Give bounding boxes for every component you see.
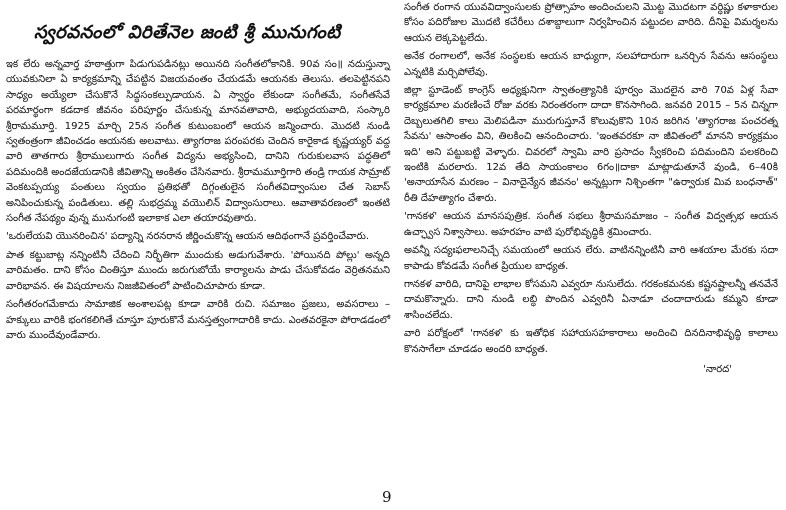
article-paragraph: ఇక లేరు అన్నవార్త హఠాత్తుగా పిడుగుపడినట్లు అయినది సంగీతలోకానికి. 90వ సం॥ నదుస్తున్నా యువకునిలా ఏ కార్యక్రమాన్ని చేపట్టిన విజయవంతం చేయడమే ఆయనకు తెలుసు. తలపెట్టినపని సాధ్యం అయ్యేలా చేసుకొనే సిద్ధసంకల్పుడాయన. ఏ స్వార్థం లేకుండా సంగీతమే, సంగీతసేవే పరమార్థంగా కడదాక జీవనం పరిపూర్ణం చేసుకున్న మానవతావాది, అభ్యుదయవాది, సంస్కారి శ్రీరామమూర్తి. 1925 మార్చి 25న సంగీత కుటుంబంలో ఆయన జన్మించారు. మొదటి నుండి స్వతంత్రంగా జీవించడం ఆయనకు అలవాటు. త్యాగరాజ పరంపరకు చెందిన కారైకాడ కృష్ణయ్యర్ వద్ద వారి తాతగారు శ్రీరాములుగారు సంగీత విద్యను అభ్యసించి, దానిని గురుకులవాస పద్ధతిలో పదిమందికి అందజేయడానికి జీవితాన్ని అంకితం చేసినవారు. శ్రీరామమూర్తిగారి తండ్రి గాయక సామ్రాట్ వెంకటప్పయ్య పంతులు స్వయం ప్రతిభతో దిగ్గంతులైన సంగీతవిద్వాంసుల చేత సెబాస్ అనిపించుకున్న పండితులు. తల్లి సుభద్రమ్మ వయొలిన్ విద్వాంసురాలు. ఆవాతావరణంలో ఇంతటి సంగీత నేపథ్యం వున్న మునుగంటి ఇలాకాక ఎలా తయారవుతారు. — [6, 59, 390, 225]
author-signature: 'నారద' — [703, 363, 732, 375]
article-paragraph: 'గానకళ' ఆయన మానసపుత్రిక. సంగీత సభలు శ్రీరామసమాజం – సంగీత విద్వత్సభ ఆయన ఉచ్ఛ్వాస నిశ్వాసాలు. అహరహం వాటి పురోభివృద్ధికి శ్రమించారు. — [404, 211, 778, 238]
right-column — [404, 0, 778, 377]
page-number: 9 — [382, 488, 392, 506]
left-column — [6, 0, 390, 346]
article-paragraph: పాత కట్టుబాట్ల నన్నింటినీ చేదించి నిర్భీతిగా ముందుకు అడుగువేశారు. 'పోయినది పోల్లు' అన్నది వారిమతం. దాని కోసం చింతిస్తూ ముందు జరుగుబోయే కార్యాలను పాడు చేసుకోవడం వెర్రితనమని వారిభావన. ఈ విషయాలను నిజజీవితంలో పాటించిచూపారు కూడా. — [6, 249, 390, 292]
article-paragraph: గానకళ వారిది, దానిపై లాభాల కోసమని ఎవ్వరూ నుసులేదు. గరకంకమనకు కష్టనష్టాలన్నీ తనవేనే దామకొన్నారు. దాని నుండి లబ్ధి పొందిన ఎవ్వరినీ ఏనాడూ చందాదారుడు కమ్మని కూడా శాసించలేదు. — [404, 278, 778, 321]
article-paragraph: సంగీతరంగమేకాదు సామాజిక అంశాలపట్ల కూడా వారికి రుచి. సమాజం ప్రజలు, అవసరాలు – హక్కులు వారికి భంగకలిగితే చూస్తూ పూరుకొనే మనస్తత్వంగాదారికి కాదు. ఎంతవరకైనా పోరాడడంలో వారు ముందేవుండేవారు. — [6, 299, 390, 341]
column-divider — [396, 8, 397, 476]
article-paragraph: జిల్లా స్టూడెంట్ కాంగ్రెస్ అధ్యక్షునిగా స్వాతంత్ర్యానికి పూర్వం మొదలైన వారి 70వ ఏళ్ల సేవా కార్యక్రమాల మరణించే రోజు వరకు నిరంతరంగా దాదా కొనసాగింది. జనవరి 2015 – 5న చిన్నగా దెబ్బలుతగిలి కాలు మెలిపడినా మురుగుస్తూనే కొలువుకొని 10న జరిగిన 'త్యాగరాజ పంచరత్న సేవను' ఆసాంతం విని, తిలకించి ఆనందించారు. 'ఇంతవరకూ నా జీవితంలో మానని కార్యక్రమం ఇది' అని పట్టుబట్టి వెళ్ళారు. చివరలో స్వామి వారి ప్రసాదం స్వీకరించి పదిమందిని పలకరించి ఇంటికి మరలారు. 12వ తేది సాయంకాలం 6గం॥దాకా మాట్లాడుతూనే వుండి, 6–40కి 'అనాయాసేన మరణం – వినాదైన్యేన జీవనం' అన్నట్లుగా నిశ్చింతగా "ఉర్వారుక మివ బంధనాత్" రీతి దేహత్యాగం చేశారు. — [404, 85, 778, 204]
article-paragraph: సంగీత రంగాన యువవిద్వాంసులకు ప్రోత్సాహం అందించులని మొట్ట మొదటగా వర్ధిష్ణు కళాకారుల కోసం పదిరోజుల మొదటి కచేరీలు దశాబ్దాలుగా నిర్వహించిన పట్టుదల వారిది. దీనిపై విమర్శలను ఆయన లెక్కపెట్టలేదు. — [404, 2, 778, 44]
article-paragraph: అవన్నీ సద్యఃఫలాలనిచ్చే సమయంలో ఆయన లేరు. వాటినన్నింటినీ వారి ఆశయాల మేరకు సదా కాపాడు కోవడమే సంగీత ప్రియుల బాధ్యత. — [404, 245, 778, 272]
article-title: స్వరవనంలో విరితేనెల జంటి శ్రీ మునుగంటి — [34, 22, 341, 43]
article-paragraph: వారి పరోక్షంలో 'గానకళ' కు ఇతోధిక సహాయసహకారాలు అందించి దినదినాభివృద్ధి కాలాలు కొనసాగేలా చూడడం అందరి బాధ్యత. — [404, 328, 778, 355]
article-paragraph: అనేక రంగాలలో, అనేక సంస్థలకు ఆయన బాధ్యుగా, సలహాదారుగా ఒనర్చిన సేవను ఆసంస్థలు ఎన్నటికి మర్చిపోలేవు. — [404, 51, 778, 78]
article-paragraph: 'ఒరులేయవి యొనరించిన' పద్యాన్ని నరనరాన జీర్ణించుకొన్న ఆయన ఆదిథంగానే ప్రవర్తించేవారు. — [6, 231, 370, 243]
